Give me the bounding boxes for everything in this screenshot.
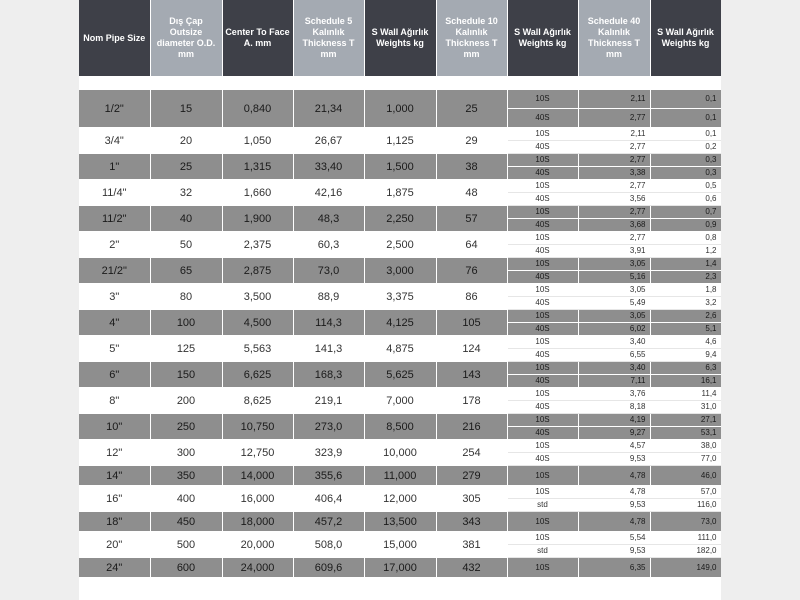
cell-weight: 0,2 (650, 141, 721, 154)
cell-schedule-designation: std (507, 545, 578, 558)
cell-schedule-designation: 40S (507, 219, 578, 232)
cell-ctf: 16,000 (222, 486, 293, 512)
pipe-spec-sheet (79, 0, 721, 600)
cell-sch5: 33,40 (293, 154, 364, 180)
cell-ctf: 1,050 (222, 128, 293, 154)
cell-sch10: 381 (436, 532, 507, 558)
cell-schedule-designation: 40S (507, 141, 578, 154)
cell-weight: 182,0 (650, 545, 721, 558)
cell-sch5: 508,0 (293, 532, 364, 558)
table-row (79, 232, 721, 245)
table-row (79, 388, 721, 401)
cell-sch10: 143 (436, 362, 507, 388)
cell-sch10: 305 (436, 486, 507, 512)
table-row (79, 336, 721, 349)
cell-thickness: 7,11 (578, 375, 650, 388)
cell-weight: 2,3 (650, 271, 721, 284)
cell-thickness: 3,91 (578, 245, 650, 258)
cell-ctf: 5,563 (222, 336, 293, 362)
cell-ctf: 1,315 (222, 154, 293, 180)
cell-weight: 11,4 (650, 388, 721, 401)
cell-od: 25 (150, 154, 222, 180)
cell-thickness: 4,78 (578, 512, 650, 532)
header-spacer-row (79, 76, 721, 90)
cell-ctf: 12,750 (222, 440, 293, 466)
cell-w5: 2,500 (364, 232, 436, 258)
cell-size: 3" (79, 284, 150, 310)
cell-weight: 6,3 (650, 362, 721, 375)
cell-schedule-designation: 10S (507, 232, 578, 245)
cell-schedule-designation: 40S (507, 401, 578, 414)
cell-weight: 0,6 (650, 193, 721, 206)
cell-ctf: 10,750 (222, 414, 293, 440)
cell-thickness: 4,78 (578, 466, 650, 486)
cell-w5: 4,125 (364, 310, 436, 336)
cell-size: 16" (79, 486, 150, 512)
cell-weight: 116,0 (650, 499, 721, 512)
cell-thickness: 6,02 (578, 323, 650, 336)
table-row (79, 466, 721, 486)
cell-ctf: 2,875 (222, 258, 293, 284)
cell-w5: 8,500 (364, 414, 436, 440)
cell-ctf: 8,625 (222, 388, 293, 414)
cell-weight: 5,1 (650, 323, 721, 336)
cell-thickness: 6,55 (578, 349, 650, 362)
cell-sch10: 76 (436, 258, 507, 284)
cell-schedule-designation: 10S (507, 486, 578, 499)
cell-weight: 3,2 (650, 297, 721, 310)
cell-ctf: 0,840 (222, 90, 293, 128)
cell-thickness: 6,35 (578, 558, 650, 578)
cell-sch10: 124 (436, 336, 507, 362)
cell-weight: 2,6 (650, 310, 721, 323)
cell-ctf: 4,500 (222, 310, 293, 336)
header-schedule-10-weight: S Wall Ağırlık Weights kg (507, 0, 578, 76)
cell-od: 80 (150, 284, 222, 310)
cell-sch5: 21,34 (293, 90, 364, 128)
cell-thickness: 3,40 (578, 362, 650, 375)
cell-ctf: 20,000 (222, 532, 293, 558)
cell-od: 500 (150, 532, 222, 558)
cell-sch10: 343 (436, 512, 507, 532)
cell-size: 10" (79, 414, 150, 440)
cell-sch5: 219,1 (293, 388, 364, 414)
cell-schedule-designation: 10S (507, 440, 578, 453)
cell-weight: 38,0 (650, 440, 721, 453)
cell-schedule-designation: 40S (507, 427, 578, 440)
cell-schedule-designation: 10S (507, 180, 578, 193)
cell-sch5: 73,0 (293, 258, 364, 284)
cell-thickness: 2,77 (578, 109, 650, 128)
cell-weight: 1,2 (650, 245, 721, 258)
cell-weight: 0,9 (650, 219, 721, 232)
header-schedule-5-thickness: Schedule 5 Kalınlık Thickness T mm (293, 0, 364, 76)
cell-w5: 2,250 (364, 206, 436, 232)
table-row (79, 362, 721, 375)
cell-size: 8" (79, 388, 150, 414)
cell-ctf: 1,900 (222, 206, 293, 232)
cell-sch10: 432 (436, 558, 507, 578)
table-row (79, 532, 721, 545)
cell-sch5: 42,16 (293, 180, 364, 206)
cell-ctf: 24,000 (222, 558, 293, 578)
cell-schedule-designation: 40S (507, 193, 578, 206)
table-row (79, 512, 721, 532)
cell-w5: 1,125 (364, 128, 436, 154)
header-outside-diameter: Dış Çap Outsize diameter O.D. mm (150, 0, 222, 76)
cell-schedule-designation: 10S (507, 532, 578, 545)
cell-weight: 0,8 (650, 232, 721, 245)
cell-sch10: 279 (436, 466, 507, 486)
cell-od: 350 (150, 466, 222, 486)
cell-weight: 1,4 (650, 258, 721, 271)
header-center-to-face: Center To Face A. mm (222, 0, 293, 76)
table-row (79, 440, 721, 453)
table-row (79, 128, 721, 141)
cell-od: 600 (150, 558, 222, 578)
cell-od: 32 (150, 180, 222, 206)
spacer-cell (79, 76, 721, 90)
cell-thickness: 9,53 (578, 453, 650, 466)
table-row (79, 284, 721, 297)
cell-thickness: 9,53 (578, 545, 650, 558)
cell-sch5: 323,9 (293, 440, 364, 466)
header-schedule-40-thickness: Schedule 40 Kalınlık Thickness T mm (578, 0, 650, 76)
cell-sch10: 25 (436, 90, 507, 128)
cell-schedule-designation: 10S (507, 558, 578, 578)
header-schedule-10-thickness: Schedule 10 Kalınlık Thickness T mm (436, 0, 507, 76)
cell-schedule-designation: 10S (507, 284, 578, 297)
cell-thickness: 2,11 (578, 128, 650, 141)
cell-size: 1/2" (79, 90, 150, 128)
cell-size: 6" (79, 362, 150, 388)
cell-w5: 1,875 (364, 180, 436, 206)
cell-ctf: 2,375 (222, 232, 293, 258)
cell-sch10: 29 (436, 128, 507, 154)
table-row (79, 206, 721, 219)
table-row (79, 310, 721, 323)
cell-thickness: 9,53 (578, 499, 650, 512)
cell-ctf: 1,660 (222, 180, 293, 206)
cell-sch10: 86 (436, 284, 507, 310)
cell-w5: 13,500 (364, 512, 436, 532)
cell-ctf: 18,000 (222, 512, 293, 532)
cell-thickness: 4,19 (578, 414, 650, 427)
table-row (79, 180, 721, 193)
cell-od: 100 (150, 310, 222, 336)
cell-weight: 16,1 (650, 375, 721, 388)
cell-schedule-designation: 10S (507, 362, 578, 375)
cell-thickness: 3,05 (578, 310, 650, 323)
cell-sch5: 168,3 (293, 362, 364, 388)
cell-weight: 149,0 (650, 558, 721, 578)
cell-weight: 0,7 (650, 206, 721, 219)
cell-sch5: 355,6 (293, 466, 364, 486)
cell-thickness: 2,77 (578, 154, 650, 167)
cell-size: 5" (79, 336, 150, 362)
cell-od: 20 (150, 128, 222, 154)
cell-w5: 3,375 (364, 284, 436, 310)
cell-w5: 10,000 (364, 440, 436, 466)
cell-weight: 73,0 (650, 512, 721, 532)
cell-weight: 0,3 (650, 167, 721, 180)
cell-weight: 27,1 (650, 414, 721, 427)
cell-weight: 9,4 (650, 349, 721, 362)
table-row (79, 258, 721, 271)
header-schedule-40-weight: S Wall Ağırlık Weights kg (650, 0, 721, 76)
cell-thickness: 2,11 (578, 90, 650, 109)
cell-schedule-designation: 10S (507, 310, 578, 323)
cell-weight: 4,6 (650, 336, 721, 349)
cell-weight: 77,0 (650, 453, 721, 466)
cell-sch5: 114,3 (293, 310, 364, 336)
table-row (79, 414, 721, 427)
cell-size: 12" (79, 440, 150, 466)
cell-sch5: 141,3 (293, 336, 364, 362)
cell-od: 200 (150, 388, 222, 414)
cell-od: 15 (150, 90, 222, 128)
cell-w5: 15,000 (364, 532, 436, 558)
cell-sch5: 406,4 (293, 486, 364, 512)
cell-schedule-designation: 40S (507, 453, 578, 466)
cell-schedule-designation: 10S (507, 414, 578, 427)
cell-od: 400 (150, 486, 222, 512)
cell-sch5: 609,6 (293, 558, 364, 578)
cell-size: 11/4" (79, 180, 150, 206)
cell-schedule-designation: std (507, 499, 578, 512)
cell-sch10: 48 (436, 180, 507, 206)
cell-schedule-designation: 40S (507, 375, 578, 388)
cell-schedule-designation: 10S (507, 128, 578, 141)
cell-schedule-designation: 40S (507, 297, 578, 310)
pipe-spec-table (79, 0, 721, 578)
cell-schedule-designation: 10S (507, 154, 578, 167)
cell-sch5: 88,9 (293, 284, 364, 310)
cell-w5: 7,000 (364, 388, 436, 414)
cell-size: 21/2" (79, 258, 150, 284)
cell-size: 4" (79, 310, 150, 336)
cell-sch5: 48,3 (293, 206, 364, 232)
cell-weight: 0,1 (650, 109, 721, 128)
cell-thickness: 3,68 (578, 219, 650, 232)
cell-weight: 0,5 (650, 180, 721, 193)
cell-od: 125 (150, 336, 222, 362)
cell-thickness: 5,54 (578, 532, 650, 545)
cell-sch10: 105 (436, 310, 507, 336)
cell-thickness: 5,49 (578, 297, 650, 310)
cell-schedule-designation: 40S (507, 245, 578, 258)
cell-thickness: 2,77 (578, 141, 650, 154)
cell-sch10: 64 (436, 232, 507, 258)
cell-w5: 4,875 (364, 336, 436, 362)
cell-od: 450 (150, 512, 222, 532)
cell-od: 50 (150, 232, 222, 258)
cell-thickness: 4,78 (578, 486, 650, 499)
cell-w5: 1,000 (364, 90, 436, 128)
cell-schedule-designation: 10S (507, 466, 578, 486)
cell-size: 20" (79, 532, 150, 558)
cell-schedule-designation: 10S (507, 336, 578, 349)
cell-weight: 57,0 (650, 486, 721, 499)
cell-thickness: 8,18 (578, 401, 650, 414)
cell-schedule-designation: 40S (507, 167, 578, 180)
cell-size: 1" (79, 154, 150, 180)
header-nom-pipe-size: Nom Pipe Size (79, 0, 150, 76)
cell-thickness: 2,77 (578, 232, 650, 245)
cell-weight: 53,1 (650, 427, 721, 440)
cell-w5: 5,625 (364, 362, 436, 388)
cell-sch5: 273,0 (293, 414, 364, 440)
cell-w5: 17,000 (364, 558, 436, 578)
cell-ctf: 14,000 (222, 466, 293, 486)
cell-schedule-designation: 40S (507, 323, 578, 336)
cell-size: 2" (79, 232, 150, 258)
cell-thickness: 2,77 (578, 180, 650, 193)
cell-thickness: 9,27 (578, 427, 650, 440)
cell-schedule-designation: 10S (507, 388, 578, 401)
cell-thickness: 3,40 (578, 336, 650, 349)
cell-weight: 46,0 (650, 466, 721, 486)
table-row (79, 558, 721, 578)
table-row (79, 90, 721, 109)
cell-w5: 11,000 (364, 466, 436, 486)
cell-od: 150 (150, 362, 222, 388)
cell-size: 3/4" (79, 128, 150, 154)
cell-schedule-designation: 40S (507, 109, 578, 128)
header-schedule-5-weight: S Wall Ağırlık Weights kg (364, 0, 436, 76)
cell-weight: 0,3 (650, 154, 721, 167)
cell-sch10: 38 (436, 154, 507, 180)
cell-ctf: 3,500 (222, 284, 293, 310)
cell-weight: 111,0 (650, 532, 721, 545)
table-row (79, 486, 721, 499)
cell-thickness: 3,05 (578, 258, 650, 271)
cell-od: 300 (150, 440, 222, 466)
cell-weight: 0,1 (650, 128, 721, 141)
cell-thickness: 3,56 (578, 193, 650, 206)
cell-weight: 0,1 (650, 90, 721, 109)
cell-schedule-designation: 40S (507, 349, 578, 362)
cell-w5: 1,500 (364, 154, 436, 180)
cell-schedule-designation: 10S (507, 258, 578, 271)
cell-od: 40 (150, 206, 222, 232)
table-header-row (79, 0, 721, 76)
cell-size: 14" (79, 466, 150, 486)
cell-size: 24" (79, 558, 150, 578)
cell-schedule-designation: 10S (507, 512, 578, 532)
cell-schedule-designation: 10S (507, 206, 578, 219)
cell-weight: 31,0 (650, 401, 721, 414)
cell-w5: 12,000 (364, 486, 436, 512)
cell-weight: 1,8 (650, 284, 721, 297)
cell-sch5: 26,67 (293, 128, 364, 154)
cell-ctf: 6,625 (222, 362, 293, 388)
cell-thickness: 3,05 (578, 284, 650, 297)
cell-sch10: 216 (436, 414, 507, 440)
cell-size: 11/2" (79, 206, 150, 232)
cell-thickness: 5,16 (578, 271, 650, 284)
cell-thickness: 3,76 (578, 388, 650, 401)
cell-thickness: 4,57 (578, 440, 650, 453)
cell-od: 65 (150, 258, 222, 284)
cell-sch10: 178 (436, 388, 507, 414)
cell-w5: 3,000 (364, 258, 436, 284)
cell-schedule-designation: 40S (507, 271, 578, 284)
cell-od: 250 (150, 414, 222, 440)
table-row (79, 154, 721, 167)
table-body (79, 76, 721, 578)
cell-size: 18" (79, 512, 150, 532)
cell-sch10: 57 (436, 206, 507, 232)
cell-thickness: 3,38 (578, 167, 650, 180)
cell-schedule-designation: 10S (507, 90, 578, 109)
cell-sch5: 457,2 (293, 512, 364, 532)
cell-sch10: 254 (436, 440, 507, 466)
cell-thickness: 2,77 (578, 206, 650, 219)
cell-sch5: 60,3 (293, 232, 364, 258)
